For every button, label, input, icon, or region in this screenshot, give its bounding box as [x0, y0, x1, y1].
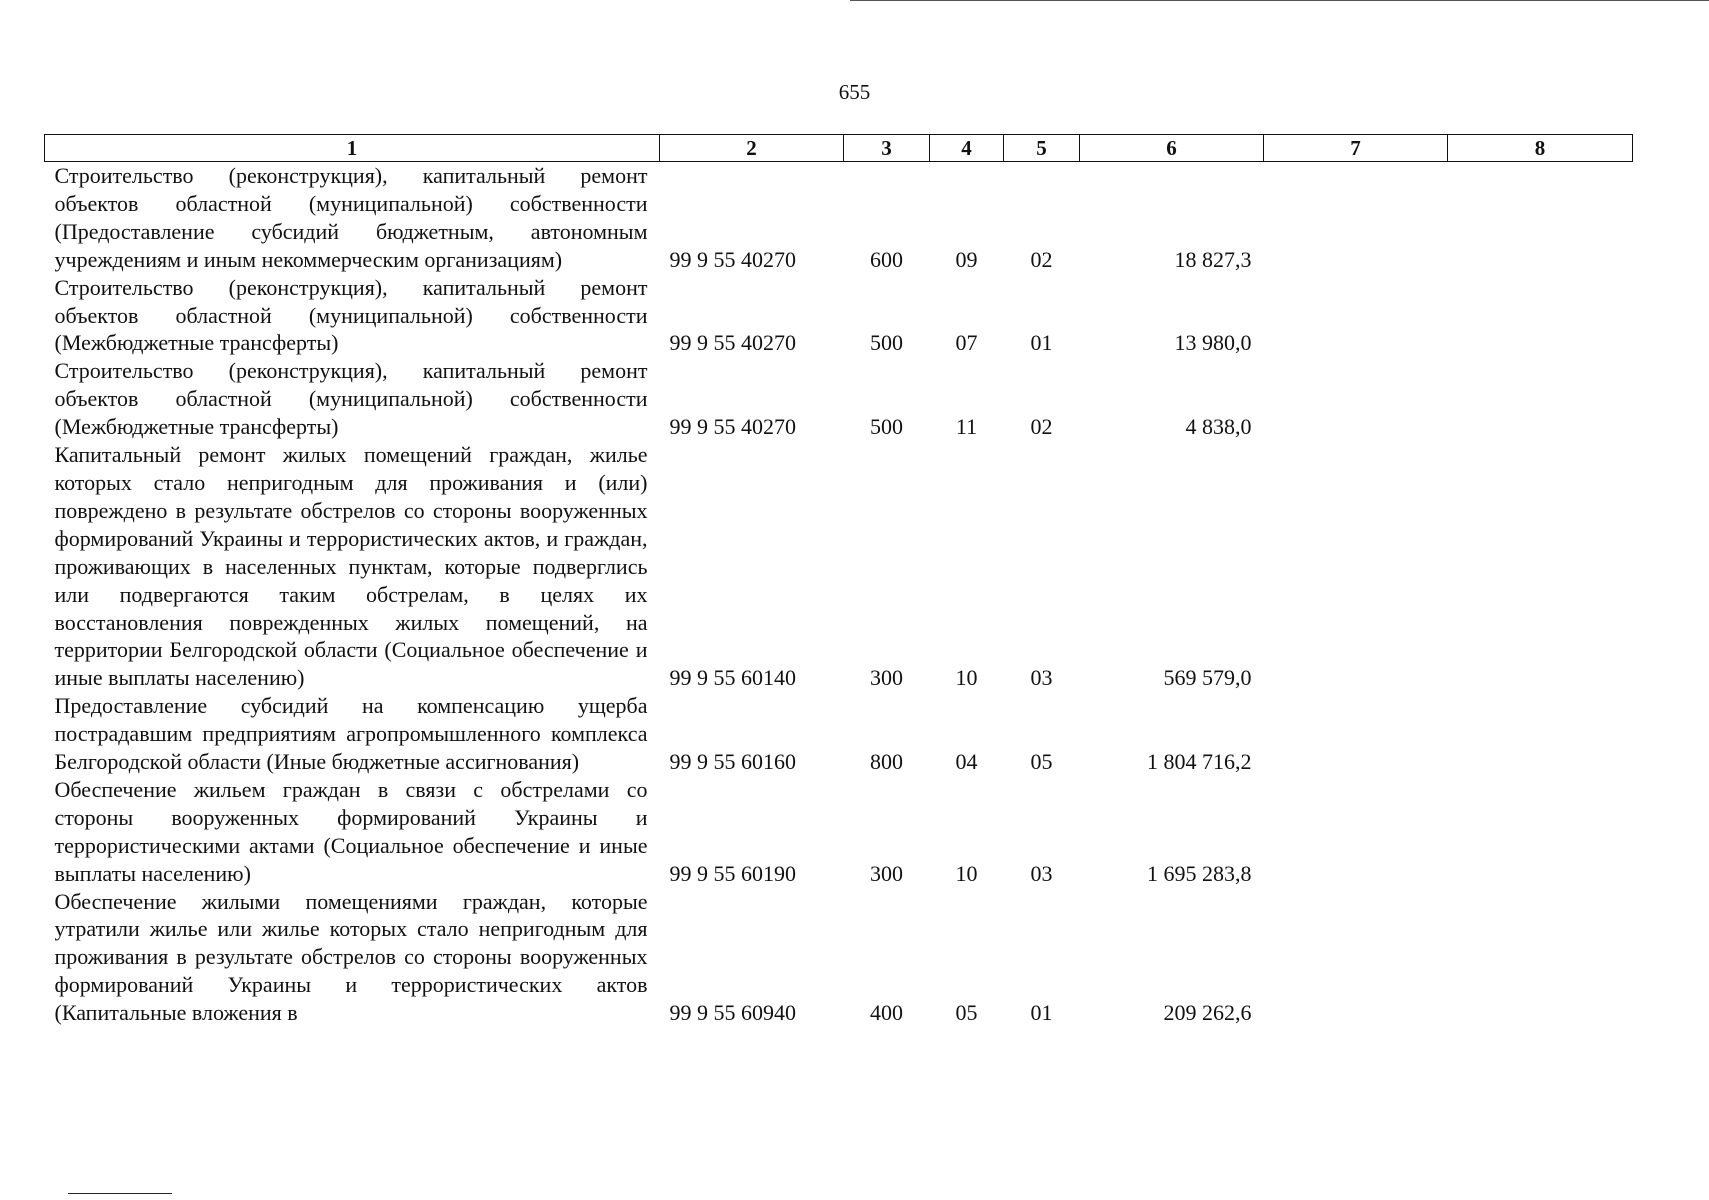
column-header-8: 8 [1448, 135, 1633, 162]
row-subsection: 01 [1030, 330, 1053, 356]
row-description: Обеспечение жилыми помещениями граждан, которые утратили жилье или жилье которых стало непригодным для проживания в результате обстрелов со стороны вооруженных формирований Украины и террористических актов (Капитальные вложения в [54, 888, 648, 1026]
row-description: Предоставление субсидий на компенсацию ущерба пострадавшим предприятиям агропромышленного комплекса Белгородской области (Иные бюджетные ассигнования) [54, 693, 648, 775]
table-row [45, 162, 1633, 274]
row-amount: 209 262,6 [1163, 1000, 1252, 1026]
row-amount: 569 579,0 [1163, 665, 1252, 691]
row-target-code: 99 9 55 40270 [669, 246, 796, 272]
row-column-8 [1448, 357, 1633, 441]
row-subsection: 02 [1030, 414, 1053, 440]
row-expense-type: 600 [870, 246, 903, 272]
row-amount: 1 804 716,2 [1147, 749, 1252, 775]
table-row [45, 692, 1633, 776]
budget-table [44, 134, 1633, 1027]
row-column-8 [1448, 888, 1633, 1028]
row-subsection: 01 [1030, 1000, 1053, 1026]
table-body [45, 162, 1633, 1028]
row-section: 11 [955, 414, 978, 440]
header-row [45, 135, 1633, 162]
row-subsection: 02 [1030, 246, 1053, 272]
row-column-7 [1264, 441, 1448, 692]
row-column-7 [1264, 274, 1448, 358]
page-number: 655 [838, 80, 871, 104]
row-column-7 [1264, 162, 1448, 274]
table-row [45, 441, 1633, 692]
row-target-code: 99 9 55 60190 [669, 860, 796, 886]
row-target-code: 99 9 55 40270 [669, 330, 796, 356]
table-row [45, 357, 1633, 441]
column-header-3: 3 [844, 135, 930, 162]
row-expense-type: 400 [870, 1000, 903, 1026]
row-amount: 4 838,0 [1185, 414, 1252, 440]
row-target-code: 99 9 55 60160 [669, 749, 796, 775]
row-description: Обеспечение жильем граждан в связи с обстрелами со стороны вооруженных формирований Украины и террористическими актами (Социальное обеспечение и иные выплаты населению) [54, 776, 648, 886]
table-row [45, 274, 1633, 358]
row-expense-type: 300 [870, 860, 903, 886]
table-row [45, 776, 1633, 888]
row-amount: 1 695 283,8 [1147, 860, 1252, 886]
row-column-8 [1448, 162, 1633, 274]
row-description: Строительство (реконструкция), капитальный ремонт объектов областной (муниципальной) собственности (Межбюджетные трансферты) [54, 274, 648, 356]
footnote-rule [68, 1193, 172, 1194]
row-column-8 [1448, 692, 1633, 776]
row-column-7 [1264, 357, 1448, 441]
row-description: Строительство (реконструкция), капитальный ремонт объектов областной (муниципальной) собственности (Межбюджетные трансферты) [54, 358, 648, 440]
column-header-6: 6 [1080, 135, 1264, 162]
row-description: Капитальный ремонт жилых помещений граждан, жилье которых стало непригодным для проживания и (или) повреждено в результате обстрелов со стороны вооруженных формирований Украины и террористических актов, и граждан, проживающих в населенных пунктам, которые подверглись или подвергаются таким обстрелам, в целях их восстановления поврежденных жилых помещений, на территории Белгородской области (Социальное обеспечение и иные выплаты населению) [54, 442, 648, 691]
column-header-4: 4 [930, 135, 1004, 162]
row-expense-type: 500 [870, 330, 903, 356]
row-column-7 [1264, 692, 1448, 776]
column-header-1: 1 [45, 135, 660, 162]
row-section: 09 [955, 246, 978, 272]
row-section: 10 [955, 860, 978, 886]
row-target-code: 99 9 55 40270 [669, 414, 796, 440]
table-row [45, 888, 1633, 1028]
row-amount: 18 827,3 [1174, 246, 1252, 272]
column-header-2: 2 [660, 135, 844, 162]
row-column-8 [1448, 441, 1633, 692]
row-section: 04 [955, 749, 978, 775]
row-section: 05 [955, 1000, 978, 1026]
row-amount: 13 980,0 [1174, 330, 1252, 356]
row-target-code: 99 9 55 60940 [669, 1000, 796, 1026]
row-column-7 [1264, 776, 1448, 888]
row-column-7 [1264, 888, 1448, 1028]
row-subsection: 03 [1030, 665, 1053, 691]
row-expense-type: 300 [870, 665, 903, 691]
row-expense-type: 500 [870, 414, 903, 440]
row-expense-type: 800 [870, 749, 903, 775]
table-header [45, 135, 1633, 162]
column-header-7: 7 [1264, 135, 1448, 162]
row-section: 10 [955, 665, 978, 691]
row-column-8 [1448, 776, 1633, 888]
row-description: Строительство (реконструкция), капитальный ремонт объектов областной (муниципальной) собственности (Предоставление субсидий бюджетным, автономным учреждениям и иным некоммерческим организациям) [54, 163, 648, 272]
row-column-8 [1448, 274, 1633, 358]
row-target-code: 99 9 55 60140 [669, 665, 796, 691]
column-header-5: 5 [1004, 135, 1080, 162]
row-section: 07 [955, 330, 978, 356]
row-subsection: 05 [1030, 749, 1053, 775]
row-subsection: 03 [1030, 860, 1053, 886]
scan-edge-line [850, 0, 1709, 1]
